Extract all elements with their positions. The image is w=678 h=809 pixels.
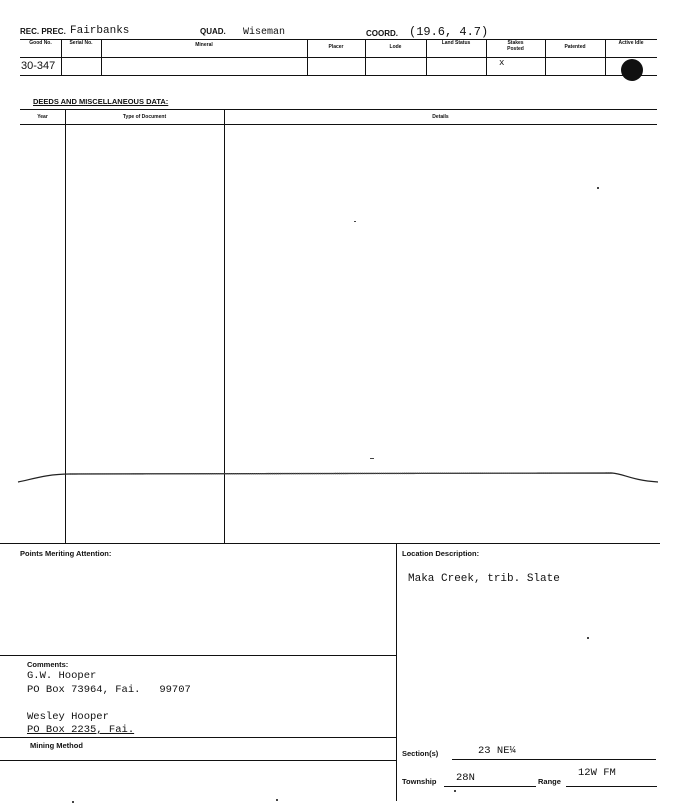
claim-table-top-border	[20, 39, 657, 40]
coord-value: (19.6, 4.7)	[409, 25, 489, 39]
township-underline	[444, 786, 536, 787]
col-serial-no: Serial No.	[69, 40, 93, 46]
comments-label: Comments:	[27, 660, 69, 669]
good-no-value: 30-347	[21, 60, 56, 72]
col-patented: Patented	[564, 44, 586, 50]
sections-value: 23 NE¼	[478, 745, 516, 757]
township-label: Township	[402, 777, 437, 786]
speck	[587, 637, 589, 639]
comments-line: Wesley Hooper	[27, 711, 109, 723]
deeds-top-border	[20, 109, 657, 110]
rec-prec-value: Fairbanks	[70, 25, 130, 37]
range-value: 12W FM	[578, 767, 616, 779]
col-stakes-posted: Stakes Posted	[507, 40, 524, 52]
speck	[597, 187, 599, 189]
claim-table-header-divider	[20, 57, 657, 58]
speck	[276, 799, 278, 801]
sections-underline	[452, 759, 656, 760]
claim-table-bottom-border	[20, 75, 657, 76]
col-lode: Lode	[389, 44, 402, 50]
township-value: 28N	[456, 772, 475, 784]
range-underline	[566, 786, 657, 787]
mining-method-bottom-border	[0, 760, 396, 761]
points-meriting-attention-label: Points Meriting Attention:	[20, 549, 112, 558]
coord-label: COORD.	[366, 29, 398, 38]
quad-value: Wiseman	[243, 27, 286, 38]
rec-prec-label: REC. PREC.	[20, 27, 66, 36]
col-mineral: Mineral	[195, 42, 213, 48]
deeds-title: DEEDS AND MISCELLANEOUS DATA:	[33, 97, 169, 106]
col-type-of-document: Type of Document	[122, 114, 167, 120]
location-description-label: Location Description:	[402, 549, 480, 558]
lower-center-divider	[396, 543, 397, 801]
speck	[354, 221, 356, 222]
mining-method-label: Mining Method	[30, 741, 83, 750]
comments-line: G.W. Hooper	[27, 670, 97, 682]
speck	[370, 458, 374, 459]
location-description-value: Maka Creek, trib. Slate	[408, 573, 560, 585]
sections-label: Section(s)	[402, 749, 439, 758]
speck	[72, 801, 74, 803]
col-details: Details	[432, 114, 449, 120]
speck	[454, 790, 456, 792]
range-label: Range	[538, 777, 561, 786]
stakes-posted-mark: x	[499, 58, 505, 68]
col-active-idle: Active Idle	[618, 40, 644, 46]
lower-top-border	[0, 543, 660, 544]
crease-line	[0, 460, 678, 490]
active-status-dot	[621, 59, 643, 81]
comments-line: PO Box 73964, Fai. 99707	[27, 684, 191, 696]
col-year: Year	[37, 114, 48, 120]
comments-top-border	[0, 655, 396, 656]
comments-line: PO Box 2235, Fai.	[27, 724, 135, 736]
col-land-status: Land Status	[441, 40, 471, 46]
col-good-no: Good No.	[29, 40, 52, 46]
deeds-header-divider	[20, 124, 657, 125]
mining-method-top-border	[0, 737, 396, 738]
col-placer: Placer	[328, 44, 344, 50]
quad-label: QUAD.	[200, 27, 226, 36]
